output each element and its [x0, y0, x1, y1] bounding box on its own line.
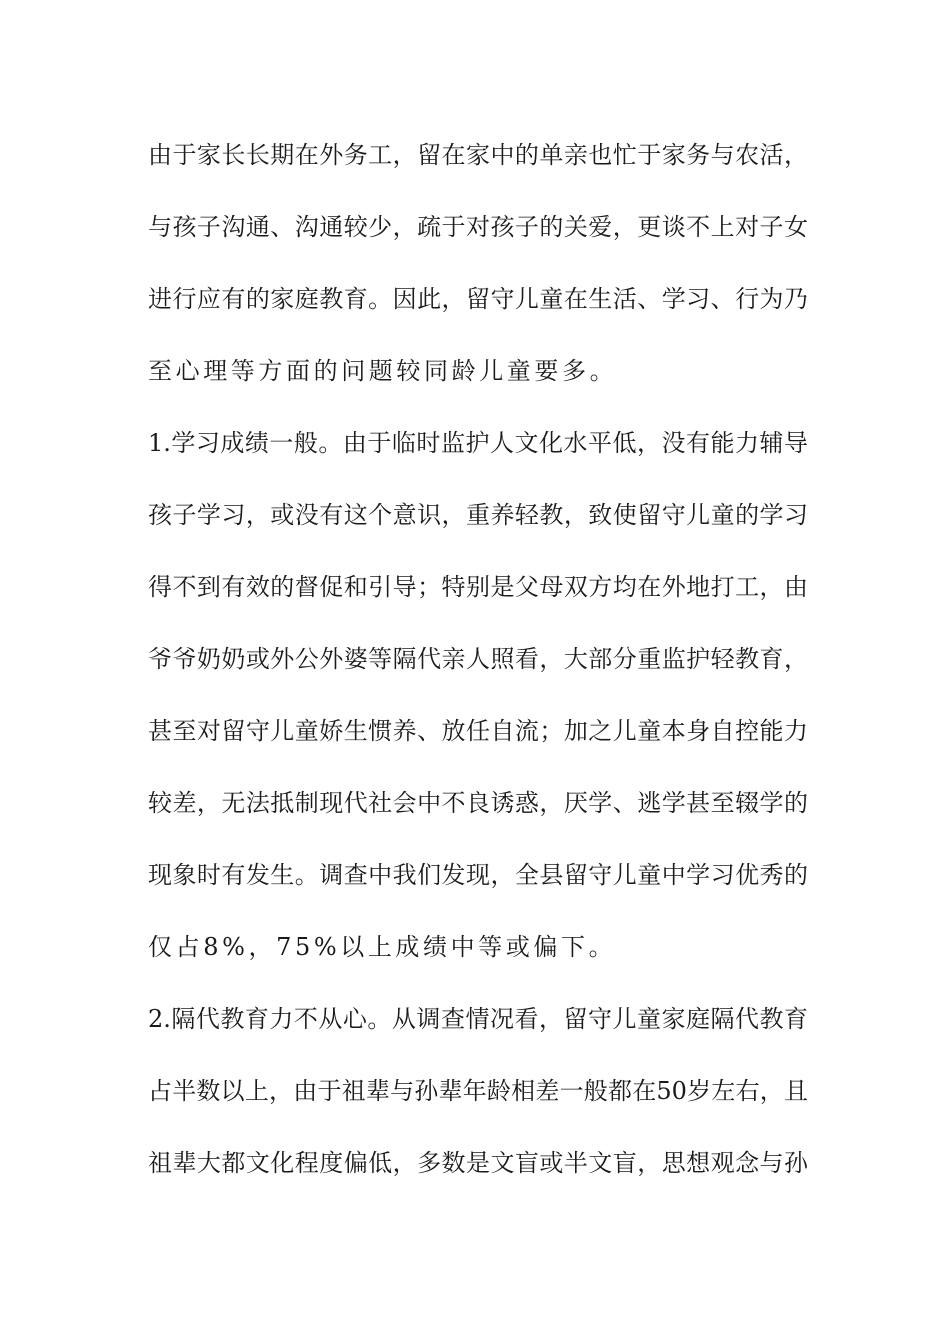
text-line: 由于家长长期在外务工，留在家中的单亲也忙于家务与农活， — [148, 141, 808, 169]
text-line: 至心理等方面的问题较同龄儿童要多。 — [148, 357, 618, 385]
text-line: 祖辈大都文化程度偏低，多数是文盲或半文盲，思想观念与孙 — [148, 1149, 808, 1177]
text-line: 孩子学习，或没有这个意识，重养轻教，致使留守儿童的学习 — [148, 501, 808, 529]
text-line: 爷爷奶奶或外公外婆等隔代亲人照看，大部分重监护轻教育， — [148, 645, 808, 673]
text-line: 甚至对留守儿童娇生惯养、放任自流；加之儿童本身自控能力 — [148, 717, 808, 745]
text-line: 仅占8%，75%以上成绩中等或偏下。 — [148, 933, 617, 961]
text-line: 现象时有发生。调查中我们发现，全县留守儿童中学习优秀的 — [148, 861, 808, 889]
text-line: 较差，无法抵制现代社会中不良诱惑，厌学、逃学甚至辍学的 — [148, 789, 808, 817]
text-line: 2.隔代教育力不从心。从调查情况看，留守儿童家庭隔代教育 — [148, 1005, 808, 1033]
text-line: 1.学习成绩一般。由于临时监护人文化水平低，没有能力辅导 — [148, 429, 808, 457]
text-line: 与孩子沟通、沟通较少，疏于对孩子的关爱，更谈不上对子女 — [148, 213, 808, 241]
text-line: 占半数以上，由于祖辈与孙辈年龄相差一般都在50岁左右，且 — [148, 1077, 808, 1105]
text-line: 进行应有的家庭教育。因此，留守儿童在生活、学习、行为乃 — [148, 285, 808, 313]
text-line: 得不到有效的督促和引导；特别是父母双方均在外地打工，由 — [148, 573, 808, 601]
